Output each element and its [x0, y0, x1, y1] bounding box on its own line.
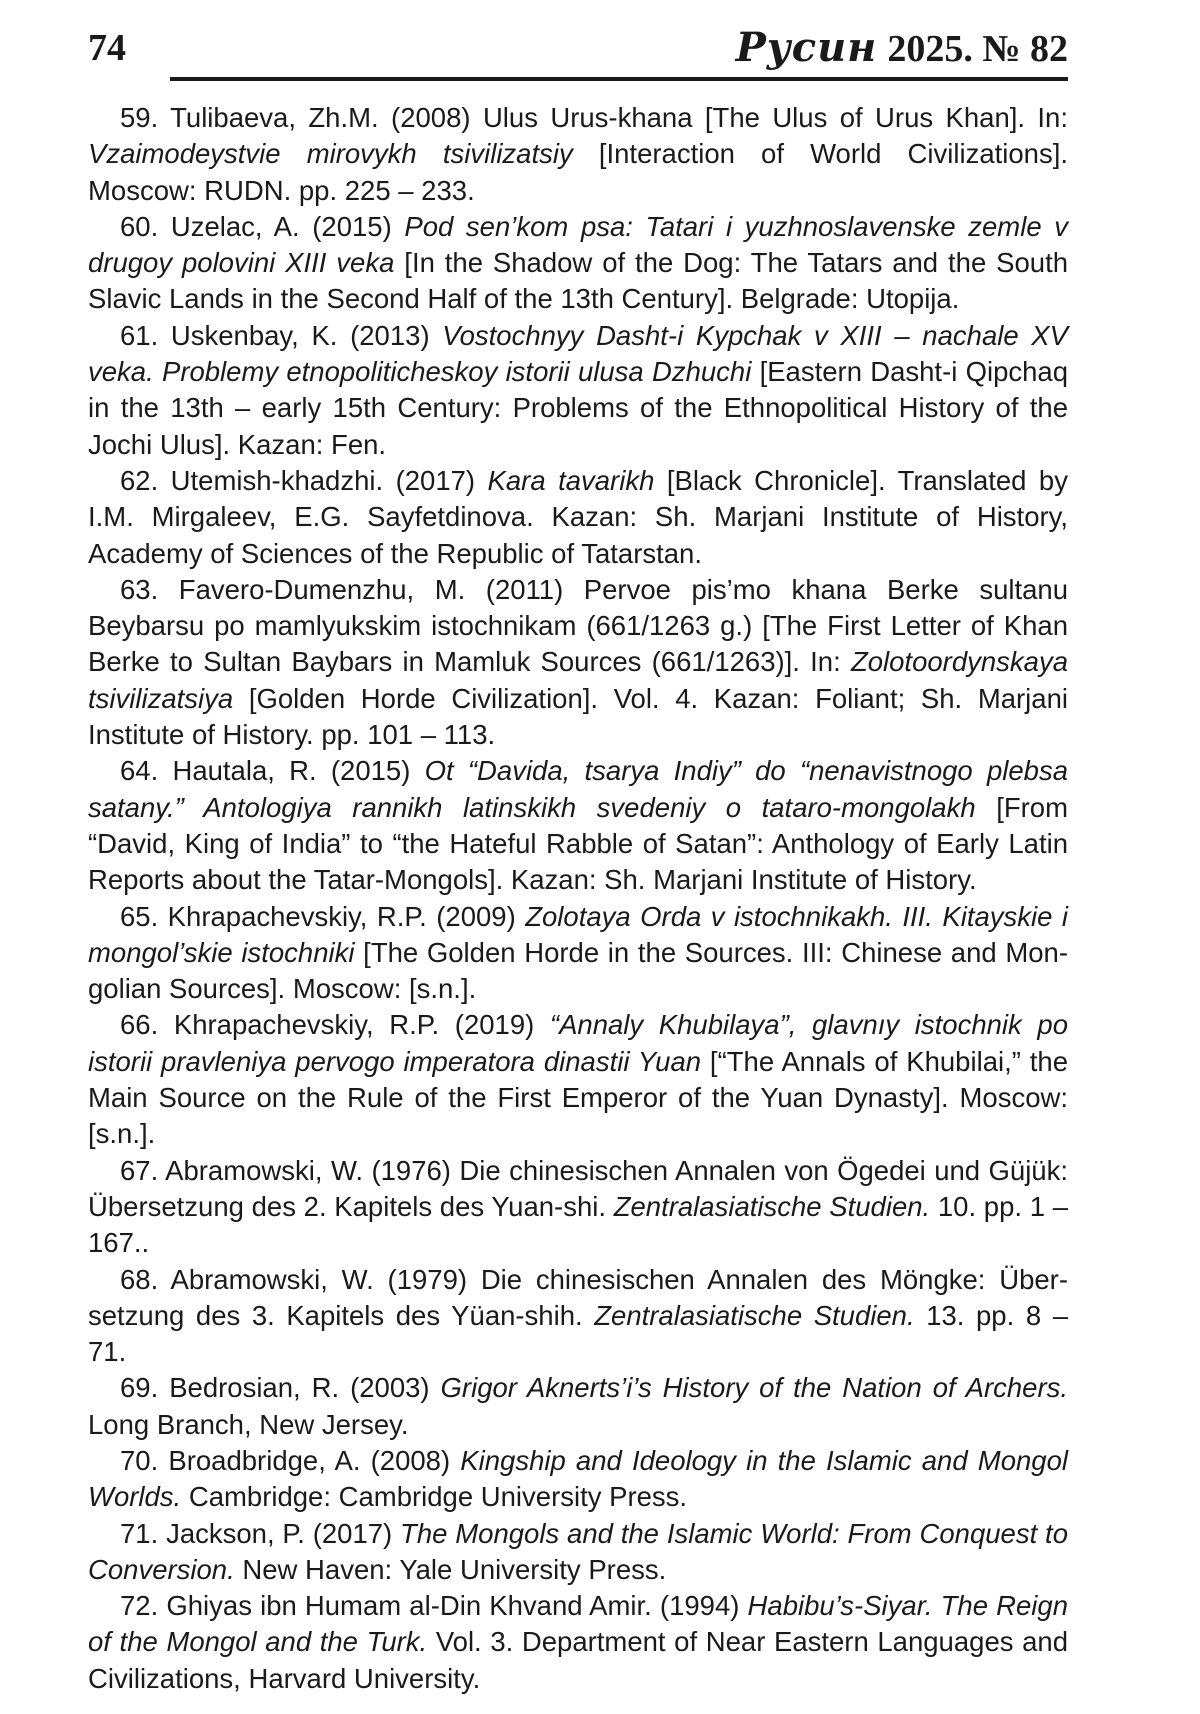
reference-text: 65. Khrapachevskiy, R.P. (2009)	[120, 900, 526, 932]
reference-text: [Black Chronicle]. Translated by I.M. Mirgaleev, E.G. Sayfetdinova. Kazan: Sh. Marjani Institute of History, Academy of Sciences of the Republic of Tatarstan.	[88, 464, 1068, 569]
reference-text: [“The Annals of Khubilai,” the Main Source on the Rule of the First Emperor of the Yuan Dynasty]. Moscow: [s.n.].	[88, 1045, 1068, 1150]
reference-entry	[88, 463, 1068, 572]
reference-text: [Golden Horde Civilization]. Vol. 4. Kazan: Foliant; Sh. Marjani Institute of History. pp. 101 – 113.	[88, 682, 1068, 751]
reference-title-italic: Kara tavarikh	[487, 464, 655, 496]
reference-text: 69. Bedrosian, R. (2003)	[120, 1372, 441, 1404]
reference-text: 63. Favero-Dumenzhu, M. (2011) Pervoe pis’mo khana Berke sultanu Beybarsu po mamlyukskim istochnikam (661/1263 g.) [The First Letter of Khan Berke to Sultan Baybars in Mamluk Sources (661/1263)]. In:	[88, 573, 1068, 678]
reference-text: Vol. 3. Department of Near Eastern Languages and Civilizations, Harvard University.	[88, 1626, 1068, 1694]
reference-title-italic: Zentralasiatische Studien.	[594, 1299, 915, 1331]
reference-text: [Interaction of World Civilizations]. Moscow: RUDN. pp. 225 – 233.	[88, 138, 1069, 206]
reference-text: Cambridge: Cambridge University Press.	[181, 1481, 688, 1513]
reference-text: 64. Hautala, R. (2015)	[120, 755, 425, 787]
reference-title-italic: The Mongols and the Islamic World: From Conquest to Conversion.	[88, 1517, 1068, 1585]
reference-entry	[88, 572, 1068, 753]
reference-text: 60. Uzelac, A. (2015)	[120, 210, 405, 242]
reference-title-italic: Pod sen’kom psa: Tatari i yuzhnoslavenske zemle v drugoy polovini XIII veka	[88, 210, 1068, 279]
reference-text: 66. Khrapachevskiy, R.P. (2019)	[120, 1009, 550, 1041]
reference-title-italic: Vzaimodeystvie mirovykh tsivilizatsiy	[88, 138, 573, 170]
reference-text: 71. Jackson, P. (2017)	[120, 1517, 401, 1549]
reference-title-italic: Habibu’s-Siyar. The Reign of the Mongol and the Turk.	[88, 1590, 1068, 1658]
reference-text: [The Golden Horde in the Sources. III: Chinese and Mongolian Sources]. Moscow: [s.n.].	[88, 936, 1069, 1005]
reference-text: Long Branch, New Jersey.	[88, 1408, 409, 1440]
reference-entry	[88, 753, 1068, 898]
reference-entry	[88, 209, 1068, 318]
reference-text: 62. Utemish-khadzhi. (2017)	[120, 464, 488, 496]
reference-text: 67. Abramowski, W. (1976) Die chinesischen Annalen von Ögedei und Güjük: Übersetzung des 2. Kapitels des Yuan-shi.	[88, 1154, 1068, 1222]
reference-entry	[88, 100, 1068, 209]
page-number: 74	[88, 27, 126, 69]
reference-text: [In the Shadow of the Dog: The Tatars and the South Slavic Lands in the Second Half of the 13th Century]. Belgrade: Utopija.	[88, 247, 1069, 315]
reference-entry	[88, 1262, 1068, 1371]
reference-entry	[88, 1516, 1068, 1589]
reference-title-italic: Zolotaya Orda v istochnikakh. III. Kitayskie i mongol’skie istochniki	[88, 900, 1068, 968]
reference-list	[88, 100, 1068, 1697]
journal-issue-block	[736, 26, 1068, 71]
header-rule	[170, 77, 1068, 81]
reference-text: New Haven: Yale University Press.	[234, 1553, 667, 1585]
reference-entry	[88, 899, 1068, 1008]
reference-text: 70. Broadbridge, A. (2008)	[120, 1444, 461, 1476]
reference-text: 13. pp. 8 – 71.	[88, 1299, 1068, 1368]
reference-text: 72. Ghiyas ibn Humam al-Din Khvand Amir. (1994)	[120, 1590, 748, 1622]
journal-issue: 2025. № 82	[887, 28, 1068, 70]
reference-title-italic: Vostochnyy Dasht-i Kypchak v XIII – nachale XV veka. Problemy etnopoliticheskoy istorii ulusa Dzhuchi	[88, 319, 1068, 388]
page-header	[88, 22, 1068, 78]
reference-entry	[88, 1370, 1068, 1443]
reference-text: [From “David, King of India” to “the Hateful Rabble of Satan”: Anthology of Early Latin Reports about the Tatar-Mongols]. Kazan: Sh. Marjani Institute of History.	[88, 791, 1068, 896]
reference-text: [Eastern Dasht-i Qipchaq in the 13th – early 15th Century: Problems of the Ethnopolitical History of the Jochi Ulus]. Kazan: Fen.	[88, 356, 1068, 460]
reference-text: 59. Tulibaeva, Zh.M. (2008) Ulus Urus-khana [The Ulus of Urus Khan]. In:	[120, 102, 1068, 133]
reference-entry	[88, 318, 1068, 463]
reference-text: 68. Abramowski, W. (1979) Die chinesischen Annalen des Möngke: Übersetzung des 3. Kapitels des Yüan-shih.	[88, 1263, 1068, 1331]
reference-entry	[88, 1007, 1068, 1152]
journal-name: Русин	[735, 24, 878, 71]
reference-title-italic: Kingship and Ideology in the Islamic and Mongol Worlds.	[88, 1444, 1068, 1513]
reference-entry	[88, 1588, 1068, 1697]
reference-text: 61. Uskenbay, K. (2013)	[120, 319, 443, 351]
reference-title-italic: Zolotoordynskaya tsivilizatsiya	[88, 646, 1068, 714]
reference-entry	[88, 1153, 1068, 1262]
reference-title-italic: Zentralasiatische Studien.	[613, 1190, 931, 1222]
reference-entry	[88, 1443, 1068, 1516]
reference-title-italic: “Annaly Khubilaya”, glavnıy istochnik po istorii pravleniya pervogo imperatora dinastii Yuan	[88, 1009, 1068, 1077]
reference-title-italic: Ot “Davida, tsarya Indiy” do “nenavistnogo plebsa satany.” Antologiya rannikh latinskikh svedeniy o tataro-mongolakh	[88, 755, 1068, 823]
reference-title-italic: Grigor Aknerts’i’s History of the Nation of Archers.	[440, 1372, 1068, 1404]
reference-text: 10. pp. 1 – 167..	[88, 1190, 1069, 1259]
